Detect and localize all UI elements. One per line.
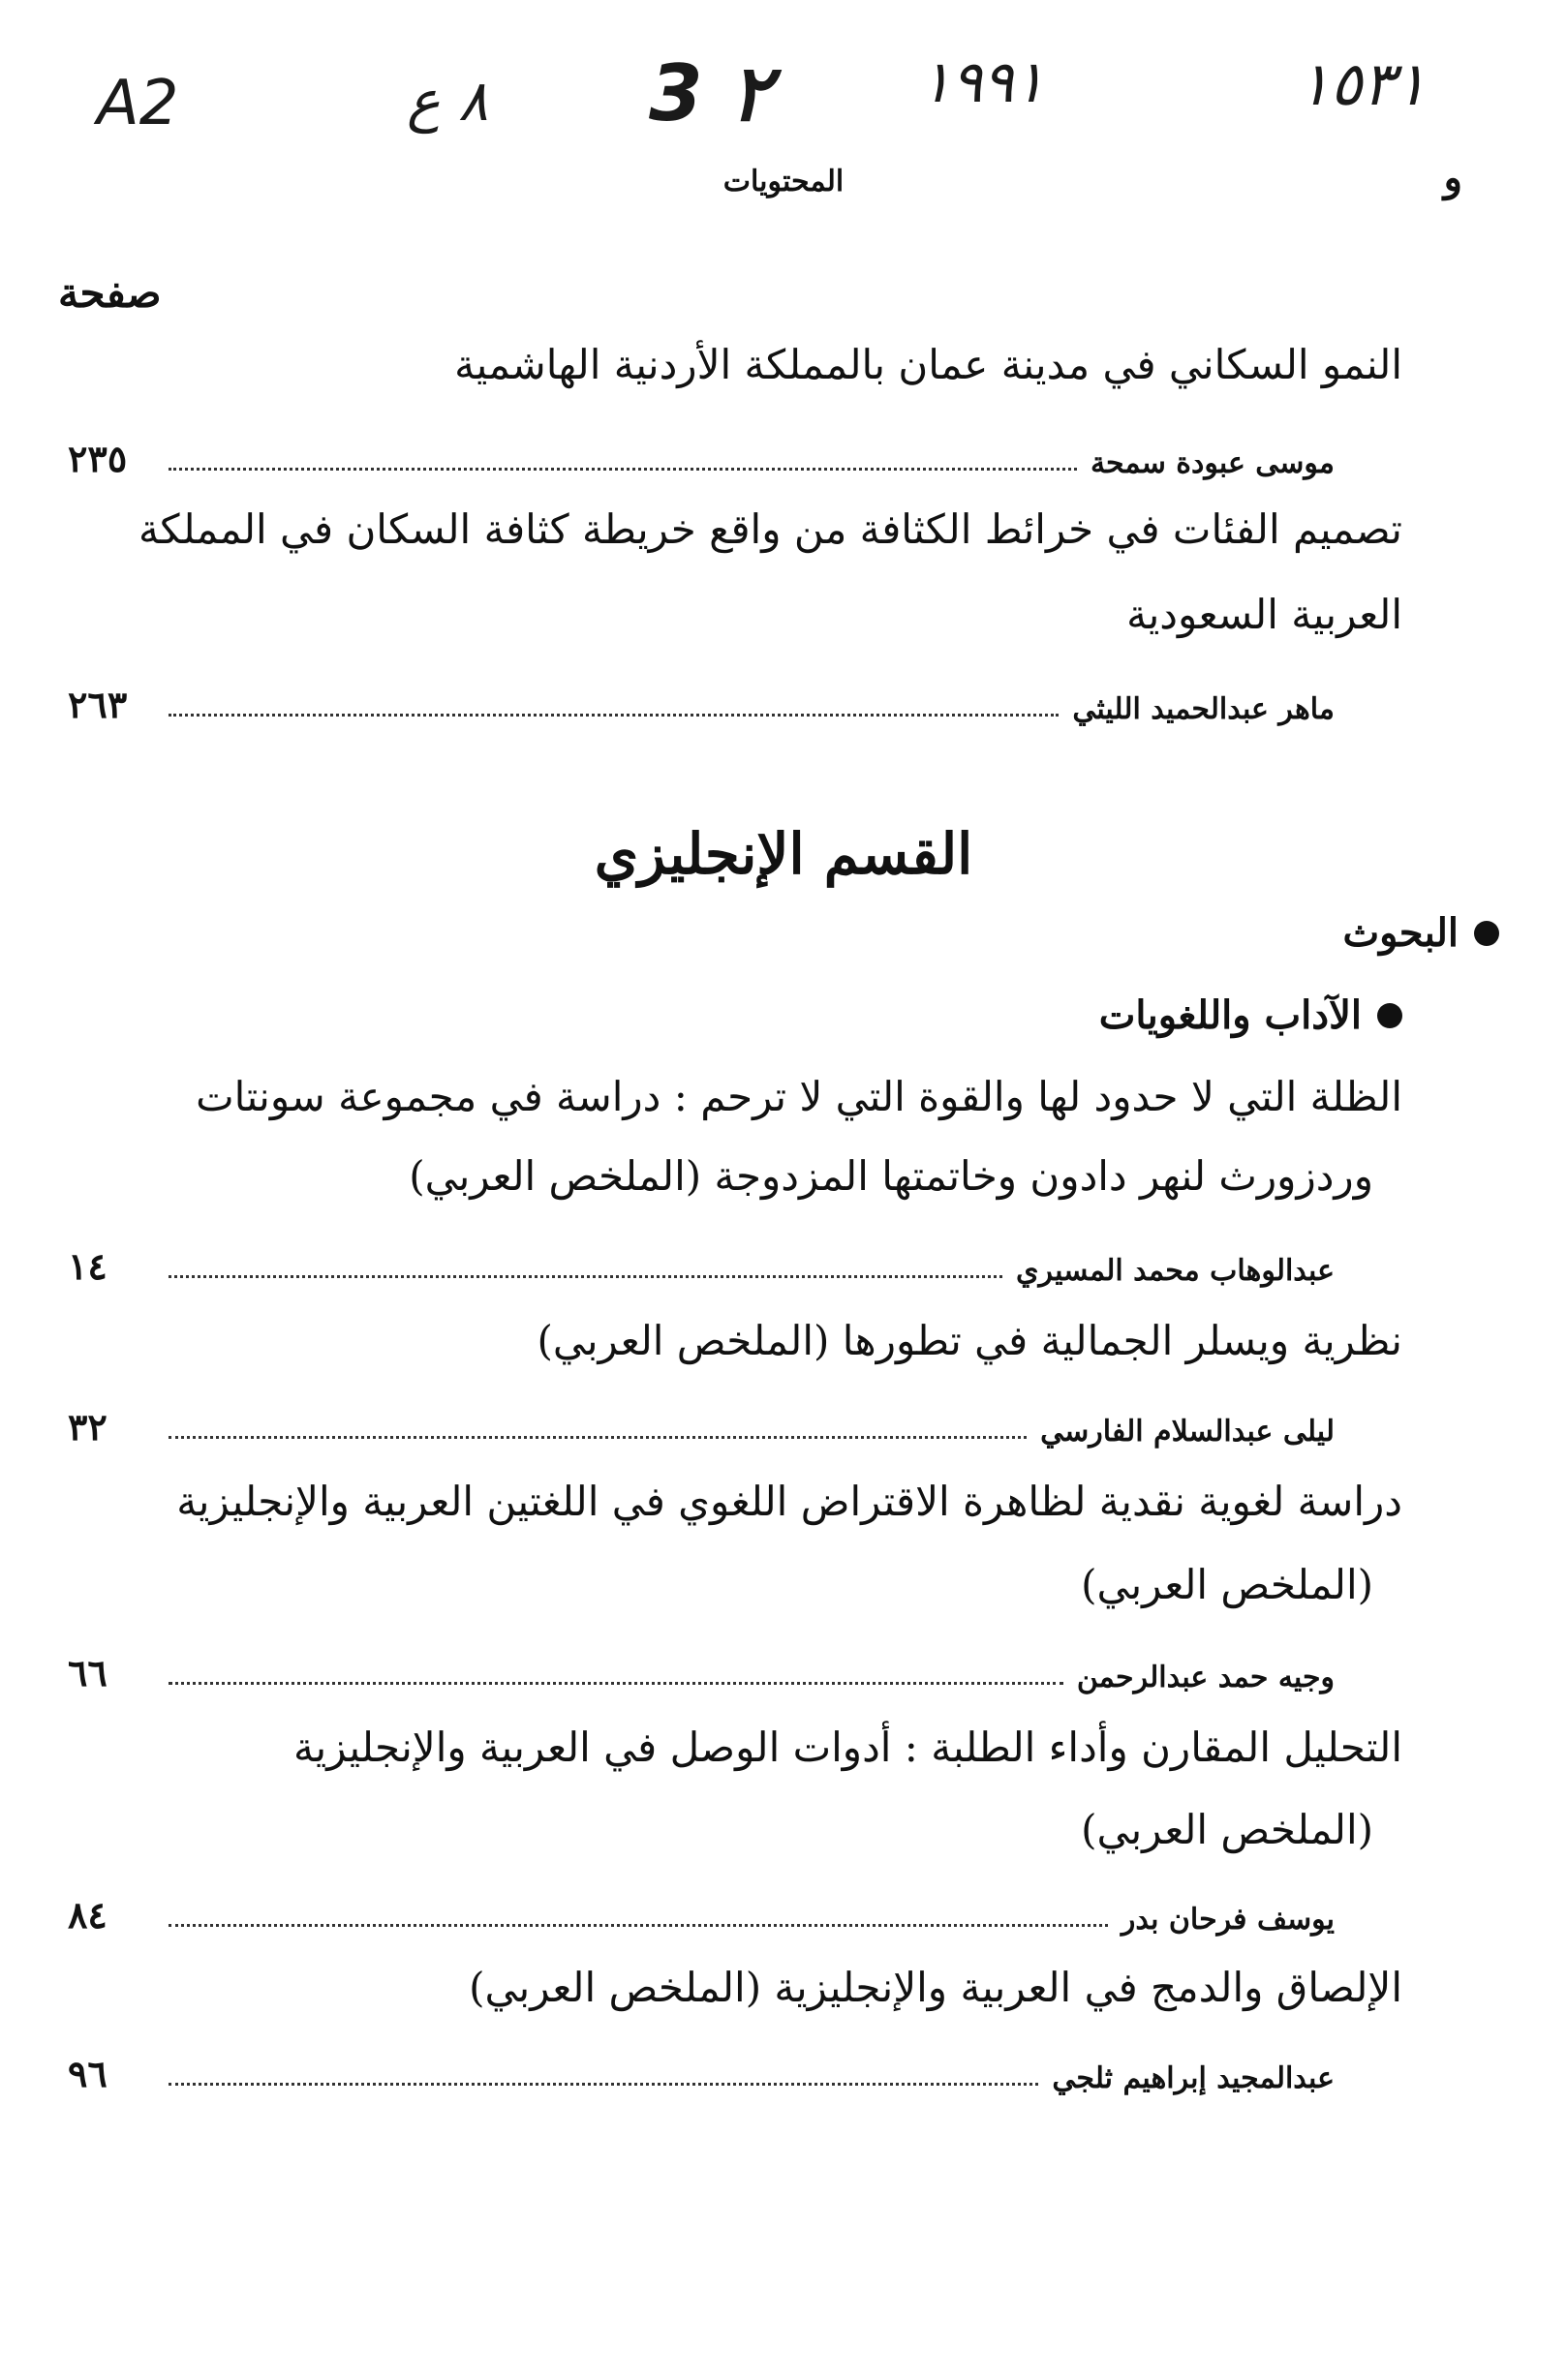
- entry-title: النمو السكاني في مدينة عمان بالمملكة الأردنية الهاشمية: [454, 341, 1402, 388]
- research-label: البحوث: [1342, 910, 1459, 956]
- entry-title-continued: (الملخص العربي): [1081, 1561, 1373, 1608]
- dot-leader: [169, 1924, 1108, 1927]
- entry-author: ليلى عبدالسلام الفارسي: [1040, 1415, 1335, 1449]
- handwritten-note-3: 3 ٢: [649, 48, 772, 138]
- entry-page-number: ٢٣٥: [68, 437, 128, 480]
- dot-leader: [169, 1682, 1063, 1685]
- subsection-heading: [1099, 992, 1402, 1038]
- entry-title: الظلة التي لا حدود لها والقوة التي لا ترحم : دراسة في مجموعة سونتات: [196, 1073, 1402, 1120]
- bullet-icon: [1377, 1003, 1402, 1028]
- handwritten-note-4: ١٩٩١: [920, 48, 1045, 116]
- entry-author: ماهر عبدالحميد الليثي: [1072, 692, 1335, 726]
- toc-entry: [68, 1646, 1335, 1694]
- entry-title: تصميم الفئات في خرائط الكثافة من واقع خريطة كثافة السكان في المملكة: [138, 505, 1402, 553]
- toc-entry: [68, 1888, 1335, 1937]
- page-column-label: صفحة: [58, 269, 162, 317]
- entry-page-number: ٩٦: [68, 2052, 108, 2095]
- entry-page-number: ٦٦: [68, 1651, 108, 1694]
- entry-page-number: ٨٤: [68, 1893, 108, 1937]
- page-letter: و: [1443, 155, 1462, 200]
- entry-page-number: ٣٢: [68, 1405, 108, 1449]
- subsection-label: الآداب واللغويات: [1098, 992, 1362, 1038]
- dot-leader: [169, 1436, 1027, 1439]
- dot-leader: [169, 2083, 1038, 2086]
- entry-title: الإلصاق والدمج في العربية والإنجليزية (الملخص العربي): [469, 1964, 1402, 2011]
- entry-title: نظرية ويسلر الجمالية في تطورها (الملخص العربي): [537, 1317, 1402, 1364]
- toc-entry: [68, 678, 1335, 726]
- entry-title-continued: (الملخص العربي): [1081, 1806, 1373, 1853]
- dot-leader: [169, 468, 1077, 471]
- research-heading: [1342, 910, 1499, 956]
- section-heading: القسم الإنجليزي: [594, 821, 973, 887]
- bullet-icon: [1474, 921, 1499, 946]
- dot-leader: [169, 1275, 1002, 1278]
- entry-title-continued: وردزورث لنهر دادون وخاتمتها المزدوجة (الملخص العربي): [409, 1152, 1373, 1200]
- entry-author: وجيه حمد عبدالرحمن: [1076, 1661, 1335, 1694]
- entry-author: موسى عبودة سمحة: [1090, 446, 1335, 480]
- entry-page-number: ٢٦٣: [68, 683, 128, 726]
- entry-page-number: ١٤: [68, 1244, 108, 1288]
- handwritten-note-2: ٨ ع: [407, 68, 489, 134]
- entry-title: دراسة لغوية نقدية لظاهرة الاقتراض اللغوي في اللغتين العربية والإنجليزية: [176, 1478, 1402, 1525]
- entry-author: عبدالوهاب محمد المسيري: [1016, 1254, 1335, 1288]
- toc-entry: [68, 1239, 1335, 1288]
- dot-leader: [169, 714, 1059, 717]
- entry-title-continued: العربية السعودية: [1126, 591, 1402, 638]
- handwritten-note-1: A2: [97, 68, 179, 139]
- toc-entry: [68, 432, 1335, 480]
- handwritten-note-5: ١٥٣١: [1298, 48, 1428, 119]
- running-head: المحتويات: [722, 165, 845, 198]
- entry-title: التحليل المقارن وأداء الطلبة : أدوات الوصل في العربية والإنجليزية: [293, 1724, 1402, 1771]
- entry-author: عبدالمجيد إبراهيم ثلجي: [1052, 2061, 1335, 2095]
- entry-author: يوسف فرحان بدر: [1121, 1903, 1335, 1937]
- toc-entry: [68, 1400, 1335, 1449]
- toc-entry: [68, 2047, 1335, 2095]
